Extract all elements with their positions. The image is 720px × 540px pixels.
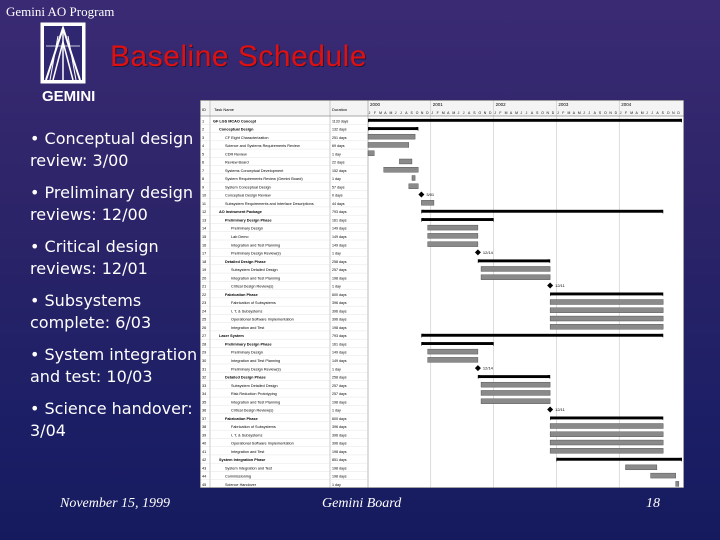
gantt-row-duration: 149 days — [332, 226, 347, 231]
gantt-row-id: 12 — [202, 210, 207, 215]
gantt-task-bar — [481, 382, 550, 387]
gantt-row-duration: 22 days — [332, 160, 345, 165]
gantt-chart — [200, 100, 684, 488]
gantt-row-id: 28 — [202, 342, 207, 347]
gantt-month-label: N — [483, 111, 487, 115]
gantt-row-task-name: Integration and Test — [231, 449, 265, 454]
gantt-task-bar — [676, 481, 679, 486]
gantt-row-duration: 600 days — [332, 292, 347, 297]
gantt-month-label: D — [677, 111, 680, 115]
gantt-year-label: 2001 — [432, 102, 443, 107]
gantt-row-id: 43 — [202, 466, 207, 471]
gantt-row-id: 34 — [202, 392, 207, 397]
gantt-row-duration: 161 days — [332, 342, 347, 347]
gantt-row-duration: 257 days — [332, 392, 347, 397]
gantt-row-duration: 161 days — [332, 218, 347, 223]
gantt-row-id: 21 — [202, 284, 207, 289]
gantt-task-bar — [550, 424, 663, 429]
gantt-row-id: 36 — [202, 408, 207, 413]
gantt-row-task-name: System Integration Phase — [219, 458, 266, 463]
gantt-row-duration: 1 day — [332, 251, 341, 256]
gantt-month-label: F — [625, 111, 628, 115]
gantt-task-bar — [428, 242, 478, 247]
gantt-row-id: 26 — [202, 325, 207, 330]
gantt-row-task-name: Conceptual Design — [219, 127, 254, 132]
gantt-row-task-name: Integration and Test Planning — [231, 276, 281, 281]
gantt-month-label: O — [478, 111, 482, 115]
gantt-month-label: J — [494, 111, 496, 115]
gantt-task-bar — [651, 473, 676, 478]
gantt-month-label: M — [630, 111, 634, 115]
gantt-task-bar — [428, 349, 478, 354]
gantt-row-duration: 851 days — [332, 458, 347, 463]
gantt-row-duration: 396 days — [332, 309, 347, 314]
gantt-month-label: O — [541, 111, 544, 115]
gantt-row-task-name: Conceptual Design Review — [225, 193, 271, 198]
gantt-milestone-diamond — [418, 192, 424, 198]
gantt-row-task-name: Lab Demo — [231, 235, 249, 239]
gantt-month-label: J — [583, 111, 585, 115]
gantt-summary-bar — [421, 218, 493, 221]
gantt-month-label: N — [420, 111, 424, 115]
gantt-row-task-name: Integration and Test — [231, 325, 265, 330]
gantt-row-id: 10 — [202, 193, 207, 198]
slide-title: Baseline Schedule — [110, 40, 368, 73]
gantt-task-bar — [481, 266, 550, 271]
gantt-month-label: M — [379, 111, 382, 115]
gantt-milestone-diamond — [547, 406, 553, 412]
gantt-row-duration: 132 days — [332, 127, 347, 132]
gantt-row-duration: 198 days — [332, 400, 347, 405]
gantt-year-label: 2004 — [621, 102, 632, 107]
footer-date: November 15, 1999 — [60, 496, 171, 511]
gantt-month-label: J — [557, 111, 559, 115]
gantt-year-label: 2002 — [495, 102, 506, 107]
gantt-row-id: 6 — [202, 160, 205, 165]
gantt-row-id: 20 — [202, 276, 207, 281]
gantt-task-bar — [384, 167, 419, 172]
gantt-month-label: O — [415, 111, 419, 115]
gantt-row-task-name: Fabrication of Subsystems — [231, 301, 276, 306]
bullet-integration-test: • System integration and test: 10/03 — [30, 345, 198, 386]
gantt-row-task-name: Critical Design Review(s) — [231, 284, 274, 289]
gantt-month-label: J — [645, 111, 648, 115]
gantt-month-label: S — [598, 111, 602, 115]
milestone-bullet-list — [30, 128, 210, 452]
gantt-summary-bar — [556, 458, 682, 461]
gantt-row-duration: 258 days — [332, 375, 347, 380]
gantt-task-bar — [409, 184, 418, 189]
gantt-row-task-name: Subsystem Detailed Design — [231, 268, 278, 273]
gantt-summary-bar — [421, 342, 493, 345]
gantt-month-label: A — [635, 111, 638, 115]
gantt-month-label: J — [457, 111, 460, 115]
gantt-row-id: 27 — [202, 334, 207, 339]
gantt-task-bar — [368, 142, 409, 147]
gantt-row-task-name: Operational Software Implementation — [231, 317, 294, 322]
gantt-month-label: D — [551, 111, 555, 115]
gantt-task-bar — [428, 233, 478, 238]
gantt-task-bar — [550, 448, 663, 453]
gantt-row-task-name: Preliminary Design Phase — [225, 218, 272, 223]
gantt-month-label: N — [672, 111, 675, 115]
gantt-month-label: O — [666, 111, 670, 115]
gantt-month-label: S — [410, 111, 413, 115]
gantt-row-task-name: Laser System — [219, 334, 244, 339]
gantt-row-id: 41 — [202, 449, 207, 454]
gantt-task-bar — [428, 225, 478, 230]
gantt-month-label: J — [588, 111, 591, 115]
gantt-task-bar — [428, 357, 478, 362]
gantt-row-id: 7 — [202, 168, 205, 173]
gantt-month-label: A — [656, 111, 659, 115]
gantt-row-id: 5 — [202, 152, 205, 157]
gantt-row-id: 29 — [202, 350, 207, 355]
gantt-row-duration: 198 days — [332, 466, 347, 471]
gantt-row-duration: 152 days — [332, 168, 347, 173]
gantt-row-duration: 149 days — [332, 243, 347, 248]
gantt-row-task-name: Detailed Design Phase — [225, 375, 266, 380]
bullet-conceptual-review: • Conceptual design review: 3/00 — [30, 129, 194, 170]
gantt-row-id: 17 — [202, 251, 207, 256]
footer-page-number: 18 — [646, 496, 660, 511]
gantt-month-label: N — [546, 111, 549, 115]
gantt-task-bar — [550, 440, 663, 445]
gantt-row-duration: 44 days — [332, 201, 345, 206]
gantt-row-task-name: Preliminary Design — [231, 226, 263, 231]
gantt-header-id: ID — [202, 107, 206, 112]
gantt-row-duration: 198 days — [332, 449, 347, 454]
gantt-task-bar — [481, 399, 550, 404]
gantt-task-bar — [625, 465, 656, 470]
gantt-row-duration: 69 days — [332, 144, 345, 149]
gantt-milestone-diamond — [475, 365, 481, 371]
gantt-month-label: A — [572, 111, 575, 115]
gantt-month-label: S — [473, 111, 476, 115]
gantt-row-task-name: Preliminary Design Phase — [225, 342, 272, 347]
gantt-row-duration: 1 day — [332, 152, 341, 157]
gantt-row-id: 35 — [202, 400, 207, 405]
gantt-row-task-name: Risk Reduction Prototyping — [231, 392, 277, 397]
gantt-row-id: 18 — [202, 259, 207, 264]
gantt-chart-svg — [200, 100, 684, 488]
gantt-month-label: J — [651, 111, 653, 115]
gantt-row-id: 13 — [202, 218, 207, 223]
gantt-row-task-name: Review Board — [225, 160, 249, 165]
gantt-row-task-name: AO Instrument Package — [219, 210, 262, 215]
gantt-task-bar — [368, 134, 415, 139]
gantt-row-id: 30 — [202, 359, 207, 363]
gantt-month-label: A — [509, 111, 513, 115]
gantt-row-task-name: GF LGS MCAO Concept — [213, 119, 257, 124]
gantt-row-task-name: Operational Software Implementation — [231, 441, 294, 446]
gantt-row-id: 25 — [202, 317, 207, 322]
gantt-row-duration: 1 day — [332, 483, 341, 487]
gantt-row-id: 3 — [202, 135, 205, 140]
gantt-month-label: D — [614, 111, 618, 115]
gantt-header-duration: Duration — [332, 107, 348, 112]
gantt-row-task-name: System Requirements Review (Gemini Board) — [225, 177, 303, 182]
gantt-row-id: 37 — [202, 416, 207, 421]
gantt-row-duration: 793 days — [332, 334, 347, 339]
gantt-row-duration: 258 days — [332, 259, 347, 264]
gantt-month-label: A — [593, 111, 596, 115]
gantt-row-task-name: Detailed Design Phase — [225, 259, 266, 264]
gantt-month-label: A — [384, 111, 387, 115]
gantt-month-label: M — [640, 111, 644, 115]
gantt-month-label: J — [400, 111, 402, 115]
gantt-row-duration: 396 days — [332, 441, 347, 446]
gantt-row-duration: 1 day — [332, 408, 341, 413]
gantt-row-task-name: Fabrication Phase — [225, 292, 258, 297]
gantt-row-task-name: Critical Design Review(s) — [231, 408, 274, 413]
bullet-subsystems-complete: • Subsystems complete: 6/03 — [30, 291, 152, 332]
gantt-task-bar — [481, 275, 550, 280]
gantt-row-id: 44 — [202, 474, 207, 479]
gantt-row-id: 15 — [202, 235, 207, 239]
gantt-year-label: 2000 — [370, 102, 381, 107]
gantt-row-id: 11 — [202, 201, 206, 206]
gantt-month-label: M — [504, 111, 508, 115]
gantt-row-id: 8 — [202, 177, 205, 182]
gantt-row-duration: 396 days — [332, 301, 347, 306]
gantt-row-duration: 0 days — [332, 193, 343, 198]
gantt-task-bar — [421, 200, 434, 205]
gantt-row-duration: 198 days — [332, 325, 347, 330]
gantt-row-id: 1 — [202, 119, 205, 124]
gantt-row-task-name: Subsystem Detailed Design — [231, 383, 278, 388]
gantt-month-label: J — [520, 111, 523, 115]
gantt-row-duration: 396 days — [332, 425, 347, 430]
gemini-logo-text: GEMINI — [42, 88, 96, 105]
gantt-row-duration: 396 days — [332, 433, 347, 438]
gantt-task-bar — [550, 308, 663, 313]
gantt-month-label: J — [394, 111, 397, 115]
gantt-milestone-label: 12/11 — [555, 406, 565, 412]
gantt-row-duration: 57 days — [332, 185, 345, 190]
gantt-row-task-name: I, T, & Subsystems — [231, 309, 263, 314]
gantt-row-task-name: Integration and Test Planning — [231, 400, 281, 405]
gantt-month-label: A — [530, 111, 534, 115]
gantt-row-task-name: Preliminary Design Review(s) — [231, 251, 281, 256]
gantt-row-duration: 396 days — [332, 317, 347, 322]
gantt-month-label: S — [661, 111, 664, 115]
gantt-summary-bar — [550, 292, 663, 295]
gantt-month-label: J — [431, 111, 434, 115]
gantt-row-task-name: Fabrication Phase — [225, 416, 258, 421]
gantt-summary-bar — [421, 334, 663, 337]
gantt-month-label: M — [567, 111, 571, 115]
gantt-row-task-name: CDR Review — [225, 152, 247, 157]
gantt-month-label: A — [468, 111, 471, 115]
gantt-row-duration: 198 days — [332, 276, 347, 281]
gantt-row-id: 42 — [202, 458, 207, 463]
gantt-row-duration: 1 day — [332, 177, 341, 182]
gantt-month-label: A — [405, 111, 408, 115]
footer-board: Gemini Board — [322, 496, 402, 511]
gantt-row-id: 23 — [202, 301, 207, 306]
gantt-row-task-name: I, T, & Subsystems — [231, 433, 263, 438]
gantt-row-duration: 251 days — [332, 135, 347, 140]
gantt-milestone-label: 12/14 — [482, 365, 493, 371]
gantt-row-duration: 600 days — [332, 416, 347, 421]
gantt-row-duration: 793 days — [332, 210, 347, 215]
gantt-row-duration: 1 day — [332, 284, 341, 289]
gantt-row-task-name: Integration and Test Planning — [231, 359, 281, 363]
gantt-row-task-name: Commissioning — [225, 474, 251, 479]
gantt-task-bar — [550, 316, 663, 321]
gantt-row-task-name: Science and Systems Requirements Review — [225, 144, 300, 149]
gantt-row-task-name: Preliminary Design — [231, 350, 263, 355]
gantt-month-label: J — [462, 111, 465, 115]
bullet-science-handover: • Science handover: 3/04 — [30, 399, 193, 440]
gantt-month-label: J — [619, 111, 622, 115]
gantt-row-id: 31 — [202, 367, 207, 372]
gantt-milestone-label: 12/11 — [555, 282, 565, 288]
gantt-row-duration: 257 days — [332, 383, 347, 388]
gantt-summary-bar — [550, 416, 663, 419]
gantt-row-id: 4 — [202, 144, 205, 149]
gantt-row-task-name: System Integration and Test — [225, 466, 272, 471]
gantt-month-label: M — [515, 111, 518, 115]
gantt-row-id: 19 — [202, 268, 207, 273]
gantt-task-bar — [550, 300, 663, 305]
gantt-task-bar — [550, 324, 663, 329]
gantt-row-id: 40 — [202, 441, 207, 446]
gantt-row-task-name: System Conceptual Design — [225, 185, 271, 190]
gantt-month-label: J — [368, 111, 371, 115]
gantt-row-id: 38 — [202, 425, 207, 430]
gantt-row-task-name: Systems Conceptual Development — [225, 168, 284, 173]
gantt-row-duration: 1 day — [332, 367, 341, 372]
gantt-month-label: F — [562, 111, 565, 115]
gantt-row-id: 9 — [202, 185, 205, 190]
gantt-row-task-name: Fabrication of Subsystems — [231, 425, 276, 430]
gantt-month-label: M — [441, 111, 445, 115]
gantt-milestone-label: 3/01 — [426, 192, 435, 198]
gantt-row-id: 2 — [202, 127, 205, 132]
gantt-task-bar — [399, 159, 412, 164]
gantt-row-task-name: Integration and Test Planning — [231, 243, 281, 248]
gantt-row-id: 33 — [202, 383, 207, 388]
gantt-header-task: Task Name — [214, 107, 235, 112]
bullet-preliminary-review: • Preliminary design reviews: 12/00 — [30, 183, 194, 224]
gantt-month-label: S — [536, 111, 539, 115]
gantt-row-task-name: Science Handover — [225, 483, 257, 487]
gantt-month-label: O — [604, 111, 607, 115]
gantt-milestone-label: 12/14 — [482, 249, 493, 255]
gantt-summary-bar — [478, 375, 550, 378]
gantt-row-task-name: Preliminary Design Review(s) — [231, 367, 281, 372]
gantt-month-label: F — [373, 111, 376, 115]
gantt-row-task-name: CF Eight Characterization — [225, 135, 269, 140]
gantt-month-label: N — [609, 111, 612, 115]
gantt-summary-bar — [478, 259, 550, 262]
gantt-row-task-name: Subsystem Requirements and Interface Descriptions — [225, 201, 314, 206]
gantt-milestone-diamond — [547, 282, 553, 288]
gantt-month-label: D — [488, 111, 492, 115]
gantt-row-id: 32 — [202, 375, 207, 380]
gantt-year-label: 2003 — [558, 102, 569, 107]
gantt-month-label: D — [426, 111, 429, 115]
gantt-row-id: 24 — [202, 309, 207, 314]
gantt-task-bar — [368, 151, 374, 156]
gantt-month-label: M — [577, 111, 581, 115]
gantt-row-duration: 149 days — [332, 235, 347, 239]
gantt-summary-bar — [421, 210, 663, 213]
gantt-month-label: J — [525, 111, 528, 115]
gantt-task-bar — [412, 176, 415, 181]
gantt-row-duration: 198 days — [332, 474, 347, 479]
gantt-month-label: M — [452, 111, 456, 115]
gantt-row-id: 16 — [202, 243, 207, 248]
gantt-row-duration: 257 days — [332, 268, 347, 273]
gantt-summary-bar — [368, 127, 418, 130]
gantt-month-label: M — [389, 111, 393, 115]
gantt-month-label: F — [499, 111, 502, 115]
gantt-row-duration: 149 days — [332, 359, 347, 363]
gantt-month-label: F — [436, 111, 439, 115]
gantt-row-id: 45 — [202, 483, 207, 487]
gantt-row-id: 22 — [202, 292, 207, 297]
gantt-row-id: 39 — [202, 433, 207, 438]
bullet-critical-review: • Critical design reviews: 12/01 — [30, 237, 159, 278]
gantt-row-duration: 1133 days — [332, 119, 349, 124]
program-name: Gemini AO Program — [6, 4, 115, 19]
gantt-month-label: A — [447, 111, 450, 115]
gantt-task-bar — [481, 390, 550, 395]
gemini-logo — [40, 22, 98, 106]
gantt-task-bar — [550, 432, 663, 437]
gantt-row-id: 14 — [202, 226, 207, 231]
gantt-row-duration: 149 days — [332, 350, 347, 355]
gantt-milestone-diamond — [475, 249, 481, 255]
gantt-summary-bar — [368, 119, 682, 122]
